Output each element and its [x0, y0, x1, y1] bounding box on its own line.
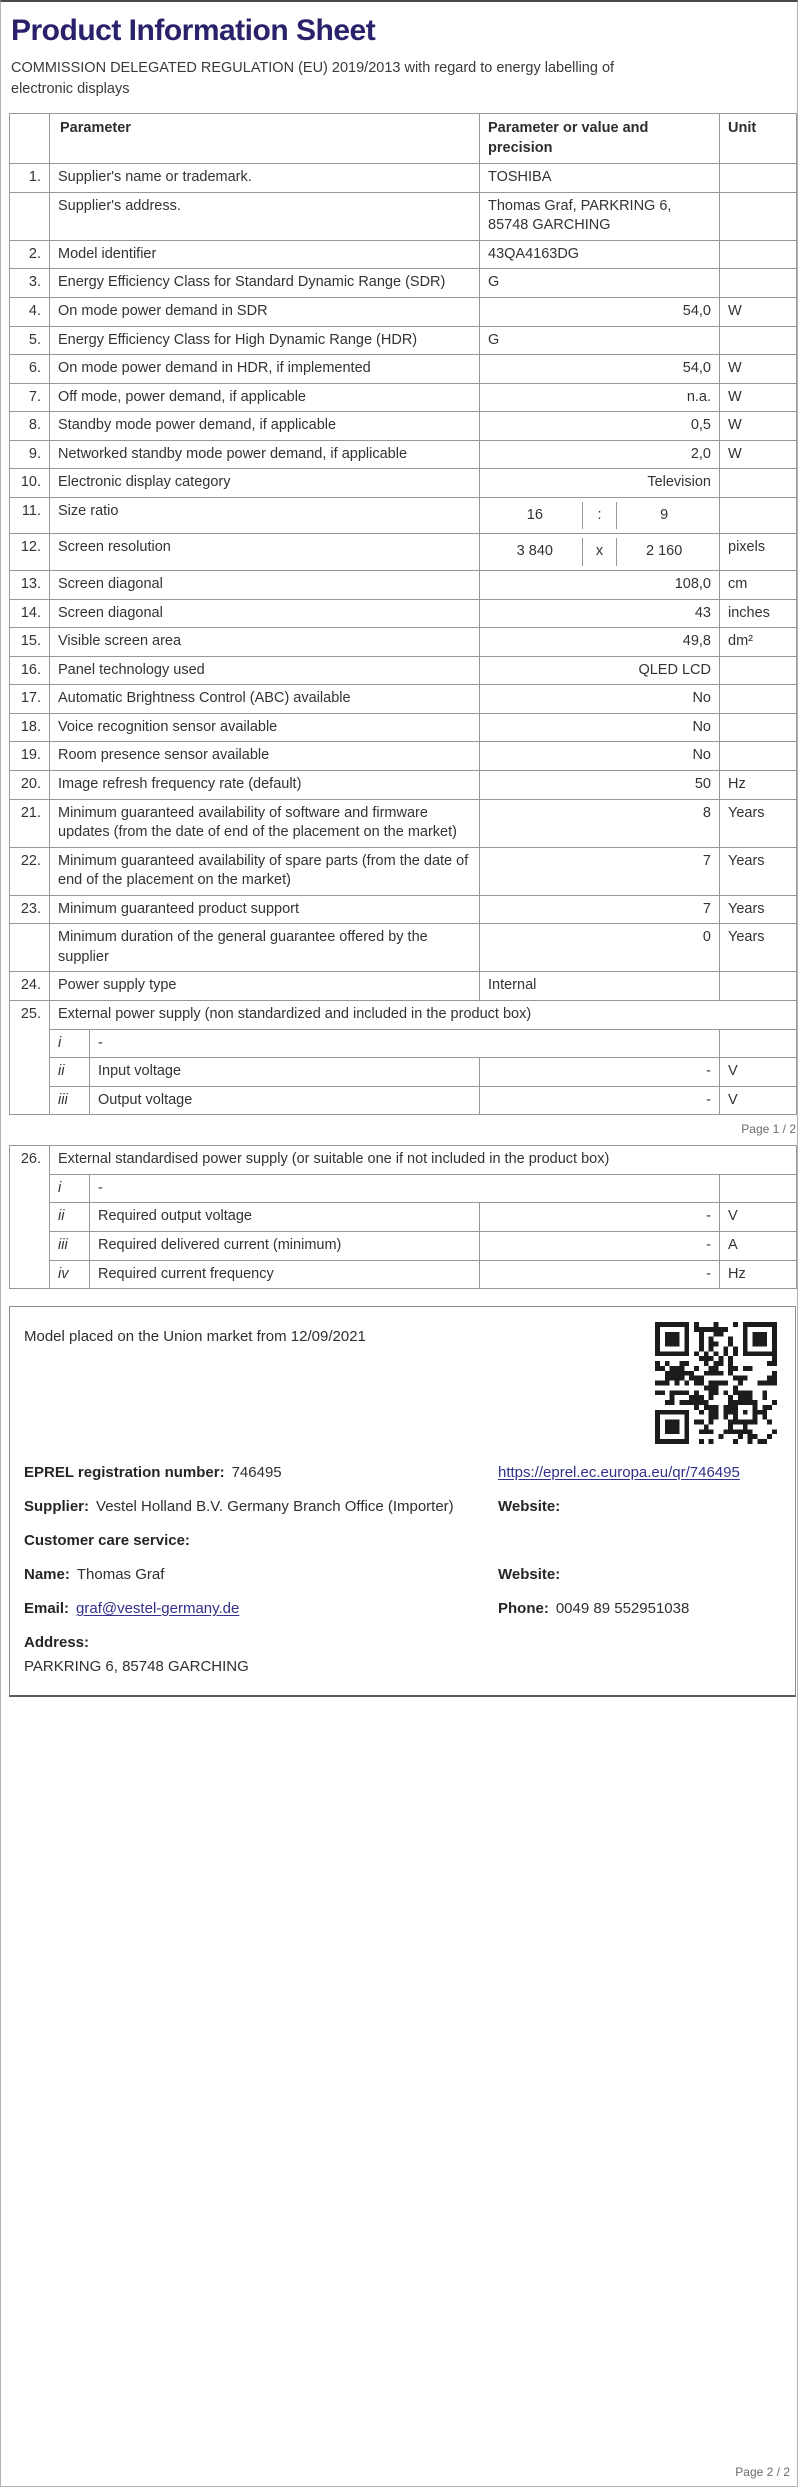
row-number-cell: 17. [10, 685, 50, 714]
row-number-cell: 6. [10, 355, 50, 384]
unit-cell [720, 685, 797, 714]
parameter-table-page2 [9, 1145, 797, 1289]
parameter-value-cell: - [480, 1203, 720, 1232]
row-number-cell: 21. [10, 799, 50, 847]
parameter-value-cell: 54,0 [480, 297, 720, 326]
sub-index-cell: i [50, 1029, 90, 1058]
row-number-cell: 13. [10, 571, 50, 600]
supplier-website-cell [498, 1496, 781, 1517]
market-placement-line: Model placed on the Union market from 12/09/2021 [24, 1328, 366, 1346]
parameter-value-cell: 7 [480, 847, 720, 895]
unit-cell [720, 972, 797, 1001]
parameter-name-cell: Screen resolution [50, 534, 480, 571]
table-row [10, 326, 797, 355]
table-row [10, 1146, 797, 1175]
table-row [10, 534, 797, 571]
qr-code-icon [655, 1322, 777, 1444]
website-label: Website: [498, 1498, 561, 1516]
unit-cell: Years [720, 895, 797, 924]
header-unit-cell: Unit [720, 114, 797, 164]
table-row [10, 1029, 797, 1058]
unit-cell [720, 192, 797, 240]
unit-cell [720, 326, 797, 355]
parameter-value-cell: 43 [480, 599, 720, 628]
parameter-value-cell: 2,0 [480, 440, 720, 469]
contact-phone-row [498, 1598, 781, 1619]
sub-content-cell: - [90, 1029, 720, 1058]
unit-cell [720, 1174, 797, 1203]
table-row [10, 770, 797, 799]
unit-cell: A [720, 1231, 797, 1260]
table-row [10, 685, 797, 714]
unit-cell: dm² [720, 628, 797, 657]
value-part-cell: 3 840 [516, 543, 553, 560]
unit-cell [720, 240, 797, 269]
header-value-cell: Parameter or value and precision [480, 114, 720, 164]
table-row [10, 383, 797, 412]
parameter-value-cell: 108,0 [480, 571, 720, 600]
unit-cell [720, 656, 797, 685]
parameter-name-cell: On mode power demand in HDR, if implemented [50, 355, 480, 384]
table-row [10, 742, 797, 771]
parameter-name-cell: Panel technology used [50, 656, 480, 685]
row-number-cell: 22. [10, 847, 50, 895]
supplier-row [24, 1496, 486, 1517]
table-row [10, 895, 797, 924]
table-row [10, 847, 797, 895]
address-value: PARKRING 6, 85748 GARCHING [24, 1658, 249, 1676]
table-row [10, 192, 797, 240]
row-number-cell: 12. [10, 534, 50, 571]
unit-cell: pixels [720, 534, 797, 571]
table-row [10, 1058, 797, 1087]
row-number-cell: 2. [10, 240, 50, 269]
table-row [10, 297, 797, 326]
parameter-name-cell: Input voltage [90, 1058, 480, 1087]
parameter-name-cell: Screen diagonal [50, 599, 480, 628]
row-number-cell: 10. [10, 469, 50, 498]
eprel-value: 746495 [231, 1464, 282, 1482]
parameter-value-cell [480, 534, 720, 571]
sub-index-cell: iv [50, 1260, 90, 1289]
table-row [10, 412, 797, 441]
row-number-cell: 15. [10, 628, 50, 657]
eprel-label: EPREL registration number: [24, 1464, 225, 1482]
parameter-value-cell: 49,8 [480, 628, 720, 657]
parameter-name-cell: Electronic display category [50, 469, 480, 498]
header-parameter-cell: Parameter [50, 114, 480, 164]
email-link[interactable]: graf@vestel-germany.de [76, 1600, 240, 1618]
unit-cell [720, 1029, 797, 1058]
table-row [10, 1174, 797, 1203]
value-part-cell: 16 [526, 506, 543, 523]
row-number-cell [10, 924, 50, 972]
parameter-name-cell: Networked standby mode power demand, if applicable [50, 440, 480, 469]
parameter-value-cell: 50 [480, 770, 720, 799]
parameter-name-cell: Visible screen area [50, 628, 480, 657]
row-number-cell: 26. [10, 1146, 50, 1289]
page-1-footer: Page 1 / 2 [741, 1122, 796, 1137]
value-part-cell: : [582, 502, 618, 530]
page-2-footer: Page 2 / 2 [735, 2465, 790, 2479]
parameter-value-cell: No [480, 742, 720, 771]
unit-cell: V [720, 1203, 797, 1232]
header-number-cell [10, 114, 50, 164]
supplier-info-box [9, 1306, 796, 1697]
unit-cell: V [720, 1086, 797, 1115]
parameter-name-cell: Supplier's address. [50, 192, 480, 240]
supplier-label: Supplier: [24, 1498, 90, 1516]
table-row [10, 355, 797, 384]
table-row [10, 599, 797, 628]
table-row [10, 924, 797, 972]
value-part-cell: 2 160 [646, 543, 683, 560]
row-number-cell: 7. [10, 383, 50, 412]
parameter-name-cell: Required current frequency [90, 1260, 480, 1289]
row-number-cell: 16. [10, 656, 50, 685]
unit-cell: V [720, 1058, 797, 1087]
parameter-value-cell: 0,5 [480, 412, 720, 441]
eprel-registration-row [24, 1462, 486, 1483]
parameter-value-cell: 7 [480, 895, 720, 924]
unit-cell [720, 269, 797, 298]
parameter-name-cell: Minimum guaranteed availability of spare parts (from the date of end of the placement on the market) [50, 847, 480, 895]
parameter-value-cell [480, 497, 720, 534]
parameter-name-cell: Output voltage [90, 1086, 480, 1115]
unit-cell [720, 497, 797, 534]
parameter-value-cell: G [480, 326, 720, 355]
website-label-2: Website: [498, 1566, 561, 1584]
parameter-name-cell: Minimum guaranteed product support [50, 895, 480, 924]
parameter-name-cell: Standby mode power demand, if applicable [50, 412, 480, 441]
row-number-cell: 3. [10, 269, 50, 298]
row-number-cell: 11. [10, 497, 50, 534]
table-row [10, 240, 797, 269]
table-row [10, 164, 797, 193]
parameter-value-cell: Thomas Graf, PARKRING 6, 85748 GARCHING [480, 192, 720, 240]
parameter-value-cell: 54,0 [480, 355, 720, 384]
parameter-value-cell: 8 [480, 799, 720, 847]
parameter-name-cell: Minimum duration of the general guarantee offered by the supplier [50, 924, 480, 972]
table-row [10, 1203, 797, 1232]
parameter-value-cell: 43QA4163DG [480, 240, 720, 269]
row-number-cell [10, 192, 50, 240]
sub-index-cell: iii [50, 1086, 90, 1115]
table-row [10, 440, 797, 469]
table-header-row [10, 114, 797, 164]
sub-index-cell: ii [50, 1058, 90, 1087]
parameter-name-cell: Required delivered current (minimum) [90, 1231, 480, 1260]
parameter-name-cell: Energy Efficiency Class for High Dynamic Range (HDR) [50, 326, 480, 355]
sub-content-cell: - [90, 1174, 720, 1203]
row-number-cell: 20. [10, 770, 50, 799]
care-website-cell [498, 1564, 781, 1585]
value-part-cell: 9 [660, 506, 669, 523]
parameter-value-cell: Internal [480, 972, 720, 1001]
email-label: Email: [24, 1600, 70, 1618]
parameter-name-cell: Supplier's name or trademark. [50, 164, 480, 193]
table-row [10, 1001, 797, 1030]
eprel-link-cell [498, 1462, 781, 1483]
table-row [10, 571, 797, 600]
row-number-cell: 24. [10, 972, 50, 1001]
row-number-cell: 25. [10, 1001, 50, 1115]
eprel-qr-link[interactable]: https://eprel.ec.europa.eu/qr/746495 [498, 1464, 740, 1482]
parameter-name-cell: Image refresh frequency rate (default) [50, 770, 480, 799]
parameter-value-cell: QLED LCD [480, 656, 720, 685]
phone-label: Phone: [498, 1600, 549, 1618]
parameter-value-cell: - [480, 1086, 720, 1115]
parameter-value-cell: - [480, 1058, 720, 1087]
table-row [10, 628, 797, 657]
parameter-value-cell: n.a. [480, 383, 720, 412]
table-row [10, 1231, 797, 1260]
parameter-name-cell: Model identifier [50, 240, 480, 269]
row-number-cell: 23. [10, 895, 50, 924]
table-row [10, 972, 797, 1001]
table-row [10, 469, 797, 498]
regulation-subtitle: COMMISSION DELEGATED REGULATION (EU) 2019/2013 with regard to energy labelling of electronic displays [11, 60, 615, 98]
unit-cell: W [720, 355, 797, 384]
unit-cell: Years [720, 847, 797, 895]
parameter-name-cell: Off mode, power demand, if applicable [50, 383, 480, 412]
unit-cell [720, 742, 797, 771]
parameter-name-cell: Voice recognition sensor available [50, 713, 480, 742]
phone-value: 0049 89 552951038 [555, 1600, 690, 1618]
section-title-cell: External standardised power supply (or suitable one if not included in the product box) [50, 1146, 797, 1175]
unit-cell: W [720, 412, 797, 441]
sub-index-cell: i [50, 1174, 90, 1203]
address-row [24, 1632, 781, 1677]
parameter-value-cell: - [480, 1260, 720, 1289]
parameter-value-cell: 0 [480, 924, 720, 972]
row-number-cell: 18. [10, 713, 50, 742]
row-number-cell: 19. [10, 742, 50, 771]
section-title-cell: External power supply (non standardized and included in the product box) [50, 1001, 797, 1030]
parameter-value-cell: G [480, 269, 720, 298]
table-row [10, 799, 797, 847]
parameter-name-cell: Power supply type [50, 972, 480, 1001]
row-number-cell: 14. [10, 599, 50, 628]
unit-cell: W [720, 440, 797, 469]
parameter-value-cell: TOSHIBA [480, 164, 720, 193]
contact-email-row [24, 1598, 486, 1619]
unit-cell [720, 469, 797, 498]
name-label: Name: [24, 1566, 70, 1584]
unit-cell: W [720, 297, 797, 326]
table-row [10, 1260, 797, 1289]
unit-cell: Years [720, 799, 797, 847]
parameter-value-cell: Television [480, 469, 720, 498]
supplier-value: Vestel Holland B.V. Germany Branch Office (Importer) [96, 1498, 454, 1516]
sub-index-cell: iii [50, 1231, 90, 1260]
table-row [10, 1086, 797, 1115]
unit-cell: Hz [720, 1260, 797, 1289]
parameter-name-cell: Room presence sensor available [50, 742, 480, 771]
contact-name-row [24, 1564, 486, 1585]
parameter-name-cell: On mode power demand in SDR [50, 297, 480, 326]
name-value: Thomas Graf [76, 1566, 165, 1584]
address-label: Address: [24, 1634, 90, 1652]
parameter-value-cell: - [480, 1231, 720, 1260]
sub-index-cell: ii [50, 1203, 90, 1232]
parameter-table-page1 [9, 113, 797, 1115]
row-number-cell: 5. [10, 326, 50, 355]
parameter-value-cell: No [480, 685, 720, 714]
parameter-name-cell: Energy Efficiency Class for Standard Dynamic Range (SDR) [50, 269, 480, 298]
unit-cell: inches [720, 599, 797, 628]
value-part-cell: x [582, 538, 618, 566]
unit-cell [720, 713, 797, 742]
unit-cell: cm [720, 571, 797, 600]
table-row [10, 656, 797, 685]
parameter-name-cell: Required output voltage [90, 1203, 480, 1232]
table-row [10, 497, 797, 534]
row-number-cell: 9. [10, 440, 50, 469]
customer-care-heading: Customer care service: [24, 1532, 190, 1550]
parameter-name-cell: Automatic Brightness Control (ABC) available [50, 685, 480, 714]
page-title: Product Information Sheet [11, 14, 376, 47]
parameter-name-cell: Minimum guaranteed availability of software and firmware updates (from the date of end of the placement on the market) [50, 799, 480, 847]
table-row [10, 269, 797, 298]
parameter-name-cell: Size ratio [50, 497, 480, 534]
parameter-name-cell: Screen diagonal [50, 571, 480, 600]
row-number-cell: 1. [10, 164, 50, 193]
parameter-value-cell: No [480, 713, 720, 742]
row-number-cell: 4. [10, 297, 50, 326]
unit-cell: W [720, 383, 797, 412]
unit-cell [720, 164, 797, 193]
unit-cell: Years [720, 924, 797, 972]
table-row [10, 713, 797, 742]
row-number-cell: 8. [10, 412, 50, 441]
unit-cell: Hz [720, 770, 797, 799]
